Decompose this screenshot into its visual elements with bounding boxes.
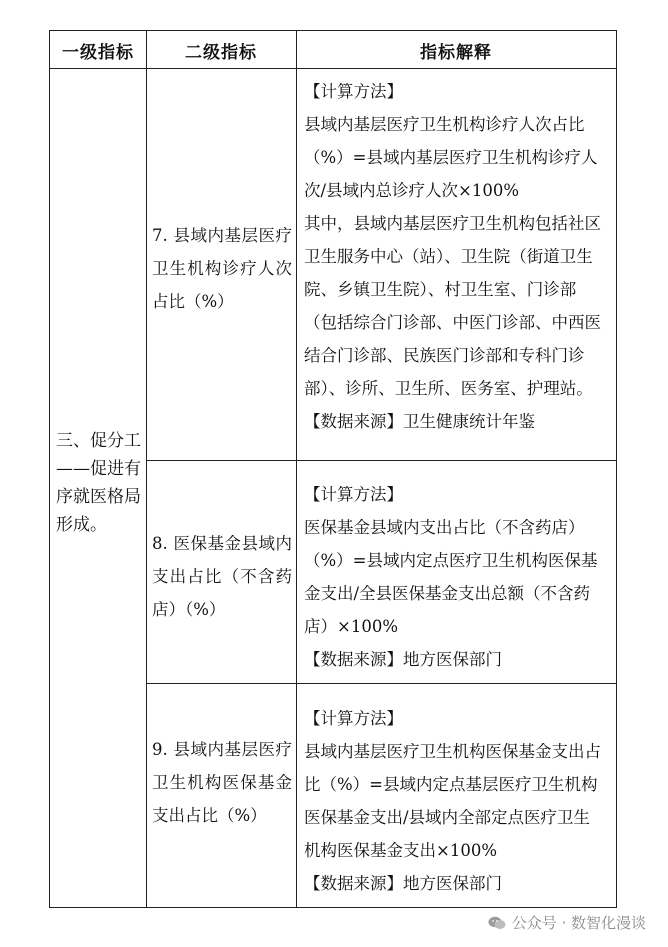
note-text: 其中，县域内基层医疗卫生机构包括社区卫生服务中心（站）、卫生院（街道卫生院、乡镇卫生院）、村卫生室、门诊部（包括综合门诊部、中医门诊部、中西医结合门诊部、民族医门诊部和专科门诊部）、诊所、卫生所、医务室、护理站。 xyxy=(304,214,601,398)
column-divider-2 xyxy=(296,31,297,907)
column-divider-1 xyxy=(146,31,147,907)
level2-indicator-8: 8. 医保基金县域内支出占比（不含药店）（%） xyxy=(152,534,292,619)
indicator-table xyxy=(49,30,617,908)
formula-text: 县域内基层医疗卫生机构医保基金支出占比（%）=县域内定点基层医疗卫生机构医保基金支出/县域内全部定点医疗卫生机构医保基金支出×100% xyxy=(304,742,601,860)
wechat-icon xyxy=(488,916,506,930)
data-source-text: 【数据来源】卫生健康统计年鉴 xyxy=(304,412,535,431)
level2-indicator-9: 9. 县域内基层医疗卫生机构医保基金支出占比（%） xyxy=(152,740,292,825)
header-level2: 二级指标 xyxy=(185,42,257,63)
row-divider-2 xyxy=(146,683,616,684)
watermark-text: 公众号 · 数智化漫谈 xyxy=(511,914,646,932)
explanation-7 xyxy=(304,75,606,438)
formula-text: 县域内基层医疗卫生机构诊疗人次占比（%）=县域内基层医疗卫生机构诊疗人次/县域内总诊疗人次×100% xyxy=(304,115,598,200)
level1-indicator: 三、促分工——促进有序就医格局形成。 xyxy=(56,431,141,535)
calc-method-label: 【计算方法】 xyxy=(304,485,403,504)
row-divider-1 xyxy=(146,460,616,461)
header-level1: 一级指标 xyxy=(62,42,134,63)
level2-indicator-7: 7. 县域内基层医疗卫生机构诊疗人次占比（%） xyxy=(152,226,292,311)
calc-method-label: 【计算方法】 xyxy=(304,709,403,728)
explanation-9 xyxy=(304,702,606,900)
explanation-8 xyxy=(304,478,606,676)
data-source-text: 【数据来源】地方医保部门 xyxy=(304,874,502,893)
data-source-text: 【数据来源】地方医保部门 xyxy=(304,650,502,669)
calc-method-label: 【计算方法】 xyxy=(304,82,403,101)
header-explanation: 指标解释 xyxy=(420,42,492,63)
watermark xyxy=(488,912,646,933)
formula-text: 医保基金县域内支出占比（不含药店）（%）=县域内定点医疗卫生机构医保基金支出/全县医保基金支出总额（不含药店）×100% xyxy=(304,518,598,636)
